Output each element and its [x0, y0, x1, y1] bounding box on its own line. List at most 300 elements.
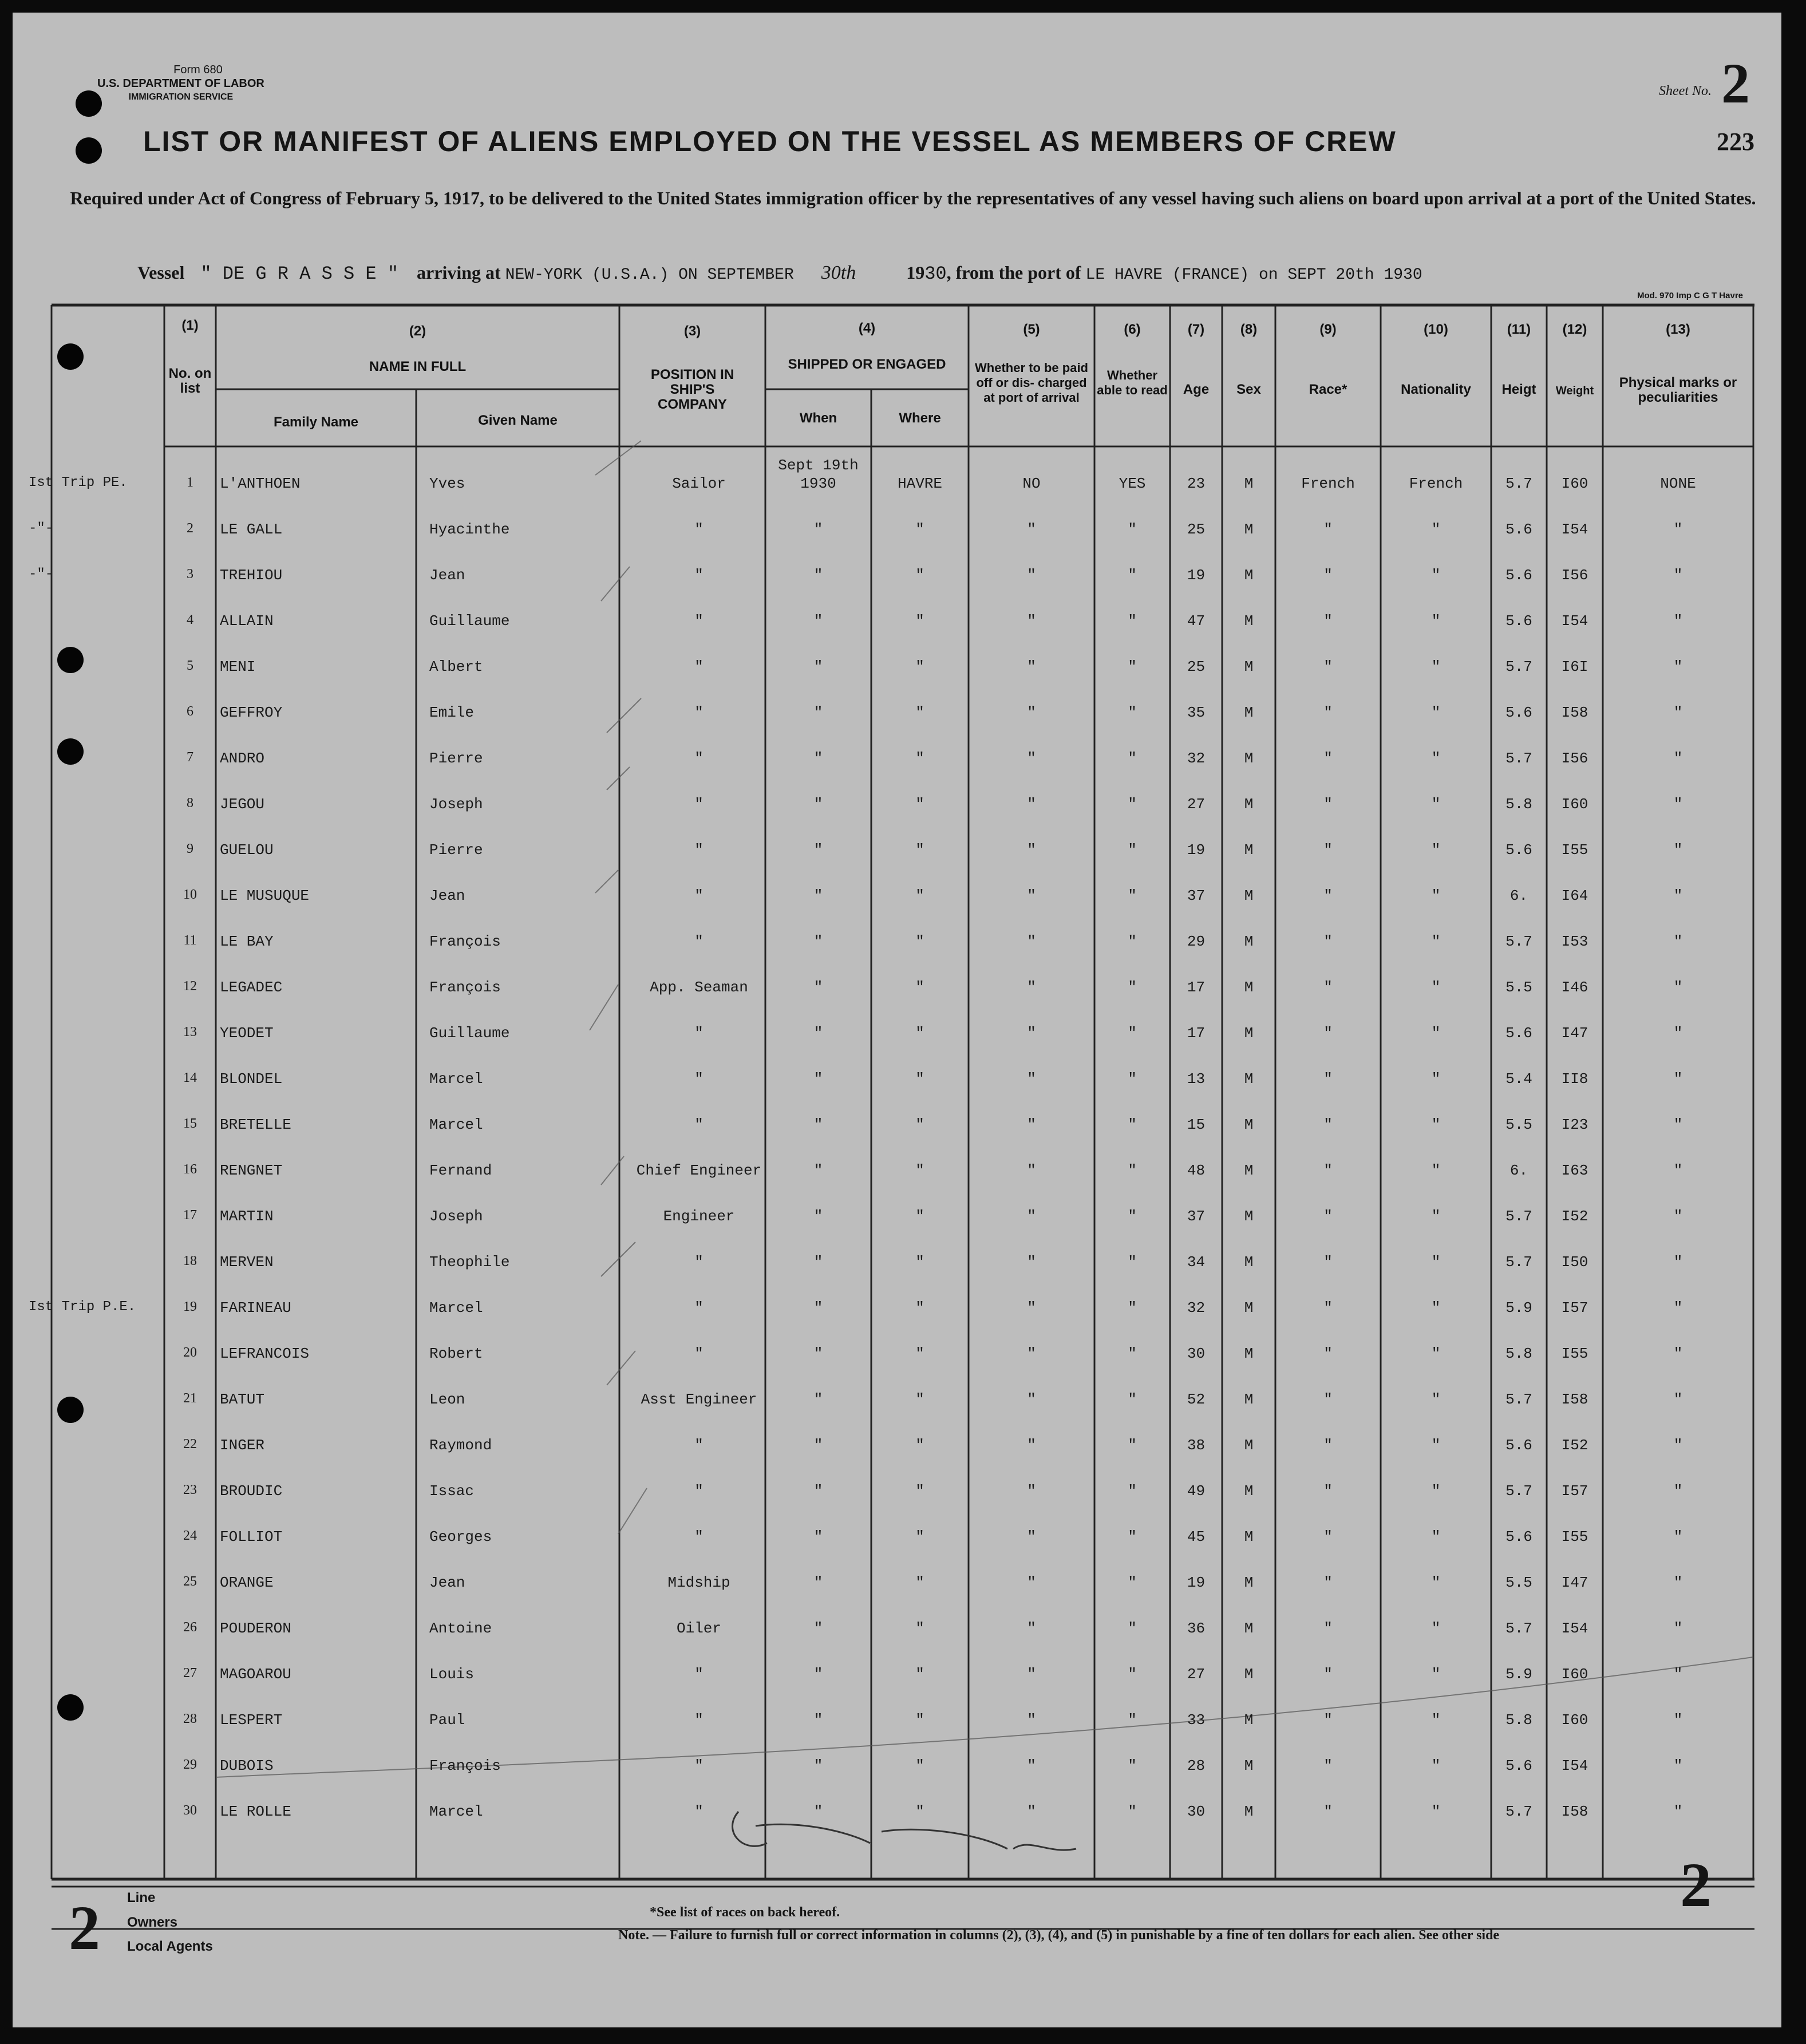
col-13-number: (13) — [1666, 322, 1690, 337]
height-cell: 5.6 — [1505, 567, 1532, 584]
shipped-when-cell: " — [813, 1666, 823, 1683]
able-to-read-cell: " — [1128, 887, 1137, 904]
position-cell: " — [694, 933, 704, 950]
arrival-port: NEW-YORK (U.S.A.) ON SEPTEMBER — [505, 266, 794, 284]
family-name-cell: ANDRO — [220, 750, 265, 767]
position-cell: Engineer — [663, 1208, 735, 1225]
paid-off-cell: " — [1027, 1757, 1036, 1774]
row-number-cell: 5 — [187, 658, 193, 673]
position-cell: " — [694, 1482, 704, 1500]
shipped-when-cell: " — [813, 567, 823, 584]
physical-marks-cell: " — [1673, 1757, 1683, 1774]
footer-sheet-number-right: 2 — [1680, 1850, 1712, 1920]
nationality-cell: " — [1431, 1208, 1441, 1225]
paid-off-cell: " — [1027, 979, 1036, 996]
given-name-cell: Issac — [429, 1482, 475, 1500]
weight-cell: II8 — [1561, 1070, 1588, 1088]
weight-cell: I60 — [1561, 475, 1588, 492]
shipped-when-cell: " — [813, 1711, 823, 1729]
nationality-cell: " — [1431, 521, 1441, 538]
given-name-cell: Hyacinthe — [429, 521, 510, 538]
family-name-cell: FOLLIOT — [220, 1528, 283, 1545]
shipped-where-cell: " — [915, 1299, 924, 1316]
shipped-when-cell: " — [813, 1757, 823, 1774]
race-cell: " — [1323, 1070, 1333, 1088]
paid-off-cell: " — [1027, 1116, 1036, 1133]
race-cell: " — [1323, 1116, 1333, 1133]
row-number-cell: 28 — [183, 1711, 197, 1726]
arriving-label: arriving at — [417, 262, 501, 283]
departure-port: LE HAVRE (FRANCE) on SEPT 20th 1930 — [1085, 266, 1422, 284]
vessel-label: Vessel — [137, 262, 185, 283]
family-name-cell: ORANGE — [220, 1574, 274, 1591]
physical-marks-cell: " — [1673, 933, 1683, 950]
height-cell: 5.7 — [1505, 1391, 1532, 1408]
physical-marks-cell: " — [1673, 704, 1683, 721]
nationality-cell: " — [1431, 658, 1441, 675]
row-number-cell: 1 — [187, 475, 193, 490]
family-name-cell: L'ANTHOEN — [220, 475, 301, 492]
nationality-cell: " — [1431, 796, 1441, 813]
age-cell: 34 — [1187, 1254, 1206, 1271]
shipped-when-cell: " — [813, 1116, 823, 1133]
age-cell: 33 — [1187, 1711, 1206, 1729]
given-name-cell: Marcel — [429, 1070, 483, 1088]
given-name-cell: Georges — [429, 1528, 492, 1545]
able-to-read-cell: " — [1128, 1437, 1137, 1454]
shipped-where-cell: HAVRE — [897, 475, 942, 492]
sex-cell: M — [1244, 979, 1254, 996]
col-sex: Sex — [1236, 382, 1261, 397]
year-prefix: 19 — [906, 262, 925, 283]
age-cell: 32 — [1187, 750, 1206, 767]
physical-marks-cell: " — [1673, 1666, 1683, 1683]
col-2-number: (2) — [409, 323, 426, 339]
height-cell: 5.4 — [1505, 1070, 1532, 1088]
col-no-on-list: No. on list — [168, 366, 212, 396]
punch-hole — [57, 1694, 84, 1721]
row-number-cell: 7 — [187, 750, 193, 765]
shipped-when-cell: " — [813, 1345, 823, 1362]
family-name-cell: LE BAY — [220, 933, 274, 950]
able-to-read-cell: " — [1128, 658, 1137, 675]
physical-marks-cell: " — [1673, 1025, 1683, 1042]
form-header — [97, 63, 264, 104]
family-name-cell: MENI — [220, 658, 256, 675]
shipped-when-cell: " — [813, 1208, 823, 1225]
nationality-cell: " — [1431, 1620, 1441, 1637]
paid-off-cell: " — [1027, 841, 1036, 859]
sex-cell: M — [1244, 1757, 1254, 1774]
physical-marks-cell: NONE — [1660, 475, 1696, 492]
paid-off-cell: " — [1027, 1070, 1036, 1088]
race-cell: " — [1323, 1666, 1333, 1683]
sex-cell: M — [1244, 750, 1254, 767]
shipped-when-cell: " — [813, 1299, 823, 1316]
paid-off-cell: " — [1027, 933, 1036, 950]
nationality-cell: " — [1431, 1803, 1441, 1820]
shipped-where-cell: " — [915, 1711, 924, 1729]
weight-cell: I54 — [1561, 1620, 1588, 1637]
col-7-number: (7) — [1187, 322, 1205, 337]
height-cell: 5.7 — [1505, 933, 1532, 950]
col-4-number: (4) — [858, 321, 876, 336]
shipped-when-cell: " — [813, 704, 823, 721]
able-to-read-cell: " — [1128, 1391, 1137, 1408]
shipped-where-cell: " — [915, 933, 924, 950]
able-to-read-cell: " — [1128, 1757, 1137, 1774]
shipped-when-cell: 1930 — [800, 475, 836, 492]
shipped-where-cell: " — [915, 887, 924, 904]
position-cell: " — [694, 887, 704, 904]
manifest-number: 223 — [1717, 128, 1754, 156]
col-12-number: (12) — [1562, 322, 1587, 337]
family-name-cell: BROUDIC — [220, 1482, 283, 1500]
col-race: Race* — [1309, 382, 1347, 397]
paid-off-cell: " — [1027, 567, 1036, 584]
shipped-when-cell: " — [813, 1162, 823, 1179]
race-cell: " — [1323, 1757, 1333, 1774]
race-cell: " — [1323, 1482, 1333, 1500]
physical-marks-cell: " — [1673, 1482, 1683, 1500]
weight-cell: I47 — [1561, 1025, 1588, 1042]
position-cell: " — [694, 1711, 704, 1729]
race-cell: French — [1301, 475, 1355, 492]
row-number-cell: 19 — [183, 1299, 197, 1314]
age-cell: 37 — [1187, 887, 1206, 904]
race-cell: " — [1323, 1025, 1333, 1042]
able-to-read-cell: " — [1128, 1482, 1137, 1500]
paid-off-cell: " — [1027, 1528, 1036, 1545]
shipped-where-cell: " — [915, 1437, 924, 1454]
given-name-cell: Guillaume — [429, 612, 510, 630]
height-cell: 5.6 — [1505, 521, 1532, 538]
punch-hole — [57, 343, 84, 370]
given-name-cell: Albert — [429, 658, 483, 675]
col-8-number: (8) — [1240, 322, 1258, 337]
shipped-when-cell: " — [813, 750, 823, 767]
age-cell: 48 — [1187, 1162, 1206, 1179]
nationality-cell: " — [1431, 933, 1441, 950]
race-cell: " — [1323, 1620, 1333, 1637]
shipped-where-cell: " — [915, 521, 924, 538]
position-cell: " — [694, 1757, 704, 1774]
age-cell: 47 — [1187, 612, 1206, 630]
able-to-read-cell: " — [1128, 1162, 1137, 1179]
col-paid-off: Whether to be paid off or dis- charged at port of arrival — [975, 361, 1088, 405]
paid-off-cell: " — [1027, 750, 1036, 767]
height-cell: 5.7 — [1505, 1620, 1532, 1637]
col-when: When — [799, 410, 837, 426]
height-cell: 5.8 — [1505, 1711, 1532, 1729]
shipped-where-cell: " — [915, 796, 924, 813]
paid-off-cell: " — [1027, 1299, 1036, 1316]
punch-hole — [57, 738, 84, 765]
age-cell: 19 — [1187, 567, 1206, 584]
punch-hole — [57, 647, 84, 673]
position-cell: Sailor — [672, 475, 726, 492]
page-title: LIST OR MANIFEST OF ALIENS EMPLOYED ON THE VESSEL AS MEMBERS OF CREW — [143, 125, 1397, 157]
family-name-cell: LE ROLLE — [220, 1803, 291, 1820]
physical-marks-cell: " — [1673, 1116, 1683, 1133]
col-nationality: Nationality — [1401, 382, 1471, 397]
race-cell: " — [1323, 658, 1333, 675]
col-1-number: (1) — [181, 318, 199, 333]
height-cell: 5.7 — [1505, 658, 1532, 675]
physical-marks-cell: " — [1673, 1391, 1683, 1408]
nationality-cell: " — [1431, 1345, 1441, 1362]
given-name-cell: Emile — [429, 704, 475, 721]
shipped-where-cell: " — [915, 567, 924, 584]
shipped-when-cell: " — [813, 1620, 823, 1637]
nationality-cell: " — [1431, 1116, 1441, 1133]
age-cell: 29 — [1187, 933, 1206, 950]
given-name-cell: Joseph — [429, 1208, 483, 1225]
physical-marks-cell: " — [1673, 1345, 1683, 1362]
physical-marks-cell: " — [1673, 1528, 1683, 1545]
given-name-cell: Marcel — [429, 1299, 483, 1316]
given-name-cell: Leon — [429, 1391, 465, 1408]
paid-off-cell: " — [1027, 1162, 1036, 1179]
family-name-cell: JEGOU — [220, 796, 265, 813]
weight-cell: I60 — [1561, 1711, 1588, 1729]
row-number-cell: 4 — [187, 612, 193, 627]
height-cell: 5.9 — [1505, 1299, 1532, 1316]
age-cell: 19 — [1187, 1574, 1206, 1591]
given-name-cell: Yves — [429, 475, 465, 492]
height-cell: 6. — [1509, 1162, 1528, 1179]
able-to-read-cell: " — [1128, 1025, 1137, 1042]
height-cell: 5.7 — [1505, 1254, 1532, 1271]
row-number-cell: 30 — [183, 1803, 197, 1818]
punch-hole — [76, 137, 102, 164]
age-cell: 15 — [1187, 1116, 1206, 1133]
given-name-cell: Louis — [429, 1666, 475, 1683]
height-cell: 5.6 — [1505, 1025, 1532, 1042]
able-to-read-cell: " — [1128, 933, 1137, 950]
sheet-label: Sheet No. — [1659, 84, 1712, 98]
race-cell: " — [1323, 521, 1333, 538]
position-cell: " — [694, 1299, 704, 1316]
age-cell: 52 — [1187, 1391, 1206, 1408]
sex-cell: M — [1244, 1620, 1254, 1637]
height-cell: 5.8 — [1505, 1345, 1532, 1362]
weight-cell: I23 — [1561, 1116, 1588, 1133]
paid-off-cell: " — [1027, 1025, 1036, 1042]
row-number-cell: 29 — [183, 1757, 197, 1772]
family-name-cell: MAGOAROU — [220, 1666, 291, 1683]
weight-cell: I52 — [1561, 1437, 1588, 1454]
shipped-when-cell: " — [813, 1437, 823, 1454]
row-number-cell: 24 — [183, 1528, 197, 1543]
race-cell: " — [1323, 1803, 1333, 1820]
paid-off-cell: " — [1027, 1482, 1036, 1500]
weight-cell: I50 — [1561, 1254, 1588, 1271]
shipped-when-cell: " — [813, 933, 823, 950]
shipped-where-cell: " — [915, 1482, 924, 1500]
row-number-cell: 12 — [183, 979, 197, 994]
paid-off-cell: " — [1027, 704, 1036, 721]
sex-cell: M — [1244, 1711, 1254, 1729]
weight-cell: I57 — [1561, 1482, 1588, 1500]
weight-cell: I60 — [1561, 796, 1588, 813]
paid-off-cell: " — [1027, 658, 1036, 675]
family-name-cell: ALLAIN — [220, 612, 274, 630]
able-to-read-cell: " — [1128, 521, 1137, 538]
paid-off-cell: " — [1027, 1391, 1036, 1408]
able-to-read-cell: YES — [1119, 475, 1146, 492]
sex-cell: M — [1244, 1437, 1254, 1454]
punch-hole — [57, 1397, 84, 1423]
race-cell: " — [1323, 841, 1333, 859]
family-name-cell: INGER — [220, 1437, 265, 1454]
trip-note-cell: -"- — [29, 521, 54, 536]
family-name-cell: LESPERT — [220, 1711, 283, 1729]
age-cell: 17 — [1187, 1025, 1206, 1042]
position-cell: " — [694, 750, 704, 767]
row-number-cell: 22 — [183, 1437, 197, 1452]
col-given-name: Given Name — [478, 413, 558, 428]
sex-cell: M — [1244, 1299, 1254, 1316]
sex-cell: M — [1244, 704, 1254, 721]
footer-sheet-number-left: 2 — [69, 1893, 100, 1963]
nationality-cell: French — [1409, 475, 1463, 492]
weight-cell: I58 — [1561, 1391, 1588, 1408]
form-number: Form 680 — [173, 64, 223, 76]
height-cell: 6. — [1509, 887, 1528, 904]
trip-note-cell: Ist Trip P.E. — [29, 1299, 136, 1315]
able-to-read-cell: " — [1128, 1574, 1137, 1591]
nationality-cell: " — [1431, 750, 1441, 767]
row-number-cell: 2 — [187, 521, 193, 536]
row-number-cell: 8 — [187, 796, 193, 811]
family-name-cell: MERVEN — [220, 1254, 274, 1271]
nationality-cell: " — [1431, 1666, 1441, 1683]
able-to-read-cell: " — [1128, 1070, 1137, 1088]
physical-marks-cell: " — [1673, 887, 1683, 904]
height-cell: 5.7 — [1505, 750, 1532, 767]
col-age: Age — [1183, 382, 1210, 397]
trip-note-cell: -"- — [29, 567, 54, 582]
family-name-cell: LE MUSUQUE — [220, 887, 310, 904]
position-cell: " — [694, 1116, 704, 1133]
given-name-cell: François — [429, 933, 501, 950]
given-name-cell: Pierre — [429, 841, 483, 859]
height-cell: 5.6 — [1505, 1437, 1532, 1454]
weight-cell: I54 — [1561, 612, 1588, 630]
weight-cell: I55 — [1561, 1345, 1588, 1362]
physical-marks-cell: " — [1673, 750, 1683, 767]
row-number-cell: 10 — [183, 887, 197, 902]
weight-cell: I47 — [1561, 1574, 1588, 1591]
nationality-cell: " — [1431, 1070, 1441, 1088]
position-cell: Chief Engineer — [636, 1162, 762, 1179]
sex-cell: M — [1244, 1208, 1254, 1225]
given-name-cell: Marcel — [429, 1116, 483, 1133]
height-cell: 5.5 — [1505, 979, 1532, 996]
able-to-read-cell: " — [1128, 567, 1137, 584]
sex-cell: M — [1244, 1391, 1254, 1408]
physical-marks-cell: " — [1673, 796, 1683, 813]
col-height: Heigt — [1501, 382, 1536, 397]
col-shipped-engaged: SHIPPED OR ENGAGED — [788, 357, 946, 372]
race-cell: " — [1323, 1574, 1333, 1591]
physical-marks-cell: " — [1673, 1620, 1683, 1637]
position-cell: Midship — [667, 1574, 730, 1591]
age-cell: 45 — [1187, 1528, 1206, 1545]
paid-off-cell: " — [1027, 1254, 1036, 1271]
weight-cell: I46 — [1561, 979, 1588, 996]
family-name-cell: GEFFROY — [220, 704, 283, 721]
line-label: Line — [127, 1890, 156, 1905]
col-5-number: (5) — [1023, 322, 1040, 337]
shipped-where-cell: " — [915, 750, 924, 767]
race-cell: " — [1323, 1437, 1333, 1454]
paid-off-cell: " — [1027, 1437, 1036, 1454]
sex-cell: M — [1244, 1345, 1254, 1362]
height-cell: 5.6 — [1505, 704, 1532, 721]
able-to-read-cell: " — [1128, 1666, 1137, 1683]
race-cell: " — [1323, 1345, 1333, 1362]
col-able-to-read: Whether able to read — [1097, 368, 1168, 397]
position-cell: " — [694, 521, 704, 538]
position-cell: " — [694, 1025, 704, 1042]
shipped-where-cell: " — [915, 704, 924, 721]
sex-cell: M — [1244, 933, 1254, 950]
race-cell: " — [1323, 567, 1333, 584]
paid-off-cell: " — [1027, 521, 1036, 538]
weight-cell: I64 — [1561, 887, 1588, 904]
shipped-where-cell: " — [915, 1620, 924, 1637]
race-cell: " — [1323, 1528, 1333, 1545]
shipped-where-cell: " — [915, 1666, 924, 1683]
position-cell: " — [694, 841, 704, 859]
age-cell: 17 — [1187, 979, 1206, 996]
race-cell: " — [1323, 1299, 1333, 1316]
shipped-where-cell: " — [915, 1574, 924, 1591]
age-cell: 25 — [1187, 521, 1206, 538]
position-cell: Asst Engineer — [641, 1391, 757, 1408]
shipped-where-cell: " — [915, 979, 924, 996]
race-cell: " — [1323, 1391, 1333, 1408]
nationality-cell: " — [1431, 1162, 1441, 1179]
shipped-where-cell: " — [915, 1070, 924, 1088]
age-cell: 27 — [1187, 1666, 1206, 1683]
nationality-cell: " — [1431, 1437, 1441, 1454]
nationality-cell: " — [1431, 612, 1441, 630]
shipped-when-cell: " — [813, 658, 823, 675]
given-name-cell: Theophile — [429, 1254, 510, 1271]
family-name-cell: MARTIN — [220, 1208, 274, 1225]
row-number-cell: 18 — [183, 1254, 197, 1268]
races-footnote: *See list of races on back hereof. — [650, 1905, 840, 1920]
physical-marks-cell: " — [1673, 1803, 1683, 1820]
height-cell: 5.7 — [1505, 1208, 1532, 1225]
sex-cell: M — [1244, 475, 1254, 492]
family-name-cell: POUDERON — [220, 1620, 291, 1637]
position-cell: " — [694, 1666, 704, 1683]
year-suffix: 30 — [924, 263, 947, 284]
given-name-cell: Raymond — [429, 1437, 492, 1454]
position-cell: " — [694, 704, 704, 721]
age-cell: 25 — [1187, 658, 1206, 675]
race-cell: " — [1323, 933, 1333, 950]
nationality-cell: " — [1431, 704, 1441, 721]
sheet-number: 2 — [1721, 52, 1750, 115]
nationality-cell: " — [1431, 841, 1441, 859]
age-cell: 49 — [1187, 1482, 1206, 1500]
row-number-cell: 15 — [183, 1116, 197, 1131]
